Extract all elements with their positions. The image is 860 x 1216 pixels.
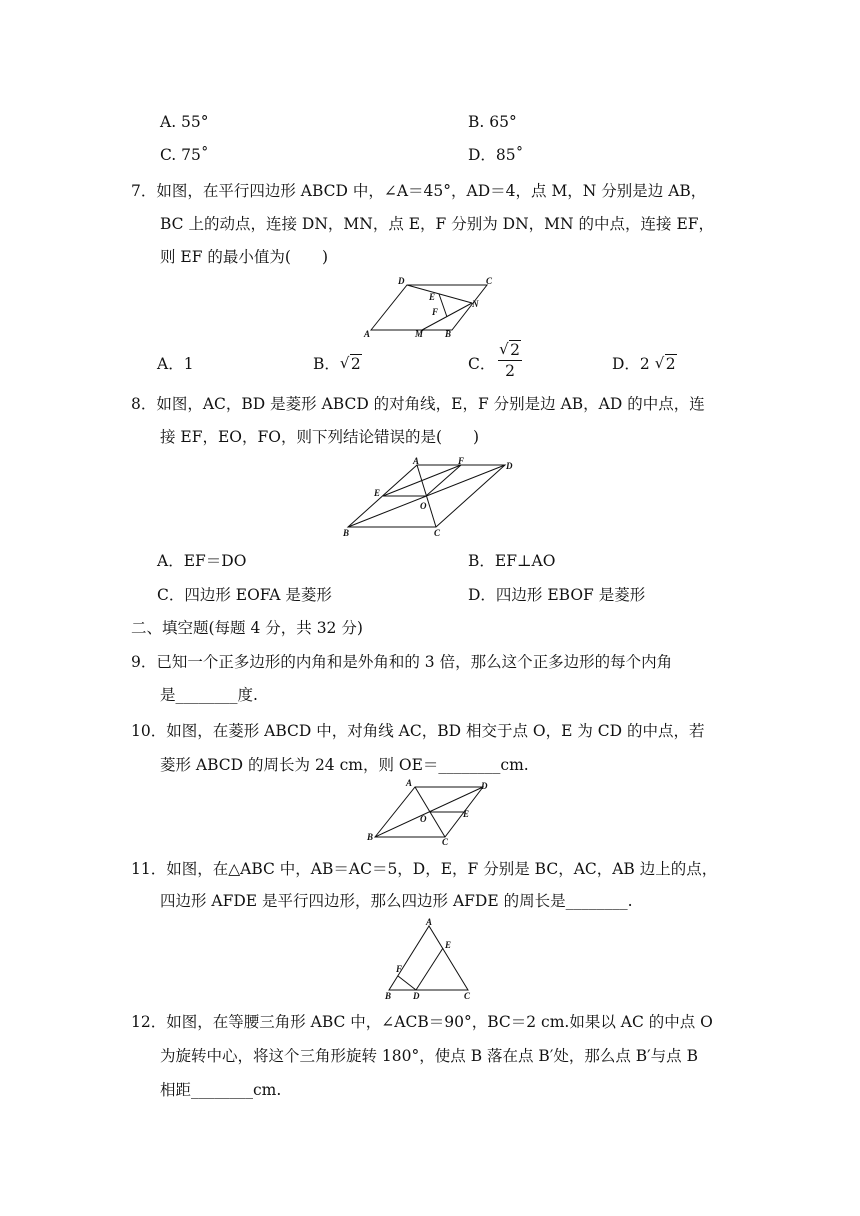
q10-label-e: E <box>463 809 470 819</box>
q11-label-b: B <box>385 991 392 1001</box>
q10-label-c: C <box>442 837 449 847</box>
q7-label-b: B <box>445 329 452 339</box>
q8-option-a: A．EF＝DO <box>157 552 247 570</box>
q8-label-d: D <box>506 461 513 471</box>
q7-option-b: B． √ 2 <box>313 354 361 373</box>
q7-label-a: A <box>364 329 371 339</box>
q9-line-2: 是________度. <box>160 686 258 704</box>
q10-label-o: O <box>420 814 427 824</box>
q7-label-e: E <box>429 292 436 302</box>
q10-label-d: D <box>481 781 488 791</box>
q8-label-a: A <box>413 456 420 466</box>
q7-label-f: F <box>432 307 439 317</box>
q12-line-3: 相距________cm. <box>160 1081 282 1099</box>
q11-label-e: E <box>445 940 452 950</box>
q10-label-b: B <box>367 832 374 842</box>
q8-option-b: B．EF⊥AO <box>468 552 556 570</box>
q11-label-a: A <box>426 917 433 927</box>
q7-option-d: D．2 √ 2 <box>612 354 676 373</box>
q6-option-c: C. 75˚ <box>160 146 209 164</box>
q8-label-f: F <box>458 456 465 466</box>
q7-line-3: 则 EF 的最小值为( ) <box>160 248 329 266</box>
q6-option-d: D．85˚ <box>468 146 524 164</box>
q8-figure <box>340 455 520 540</box>
q8-label-e: E <box>374 488 381 498</box>
q11-line-1: 11．如图，在△ABC 中，AB＝AC＝5，D，E，F 分别是 BC，AC，AB 边上的点， <box>131 860 718 878</box>
q7-label-c: C <box>486 276 493 286</box>
q10-figure <box>365 778 495 848</box>
q8-line-1: 8．如图，AC，BD 是菱形 ABCD 的对角线，E，F 分别是边 AB，AD 的中点，连 <box>131 395 705 413</box>
q8-label-o: O <box>420 501 427 511</box>
q11-figure <box>380 917 480 1002</box>
q6-option-a: A. 55° <box>160 113 209 131</box>
q7-option-a: A．1 <box>157 355 194 373</box>
q8-line-2: 接 EF，EO，FO，则下列结论错误的是( ) <box>160 428 480 446</box>
q7-figure <box>360 275 500 340</box>
q9-line-1: 9．已知一个正多边形的内角和是外角和的 3 倍，那么这个正多边形的每个内角 <box>131 653 673 671</box>
q11-line-2: 四边形 AFDE 是平行四边形，那么四边形 AFDE 的周长是________. <box>160 892 633 910</box>
q7-option-c-fraction: √ 2 2 <box>498 340 522 381</box>
q11-label-c: C <box>464 991 471 1001</box>
q7-line-1: 7．如图，在平行四边形 ABCD 中，∠A＝45°，AD＝4，点 M，N 分别是边 AB， <box>131 182 707 200</box>
q10-line-1: 10．如图，在菱形 ABCD 中，对角线 AC，BD 相交于点 O，E 为 CD 的中点，若 <box>131 722 705 740</box>
q8-label-c: C <box>434 528 441 538</box>
q7-label-n: N <box>472 299 479 309</box>
q7-line-2: BC 上的动点，连接 DN，MN，点 E，F 分别为 DN，MN 的中点，连接 EF， <box>160 215 715 233</box>
q7-option-c: C． <box>468 355 496 373</box>
q11-label-f: F <box>396 964 403 974</box>
q11-label-d: D <box>413 991 420 1001</box>
q10-line-2: 菱形 ABCD 的周长为 24 cm，则 OE＝________cm. <box>160 756 529 774</box>
q8-option-c: C．四边形 EOFA 是菱形 <box>157 586 332 604</box>
q12-line-1: 12．如图，在等腰三角形 ABC 中，∠ACB＝90°，BC＝2 cm.如果以 AC 的中点 O <box>131 1013 713 1031</box>
q8-label-b: B <box>343 528 350 538</box>
q6-option-b: B. 65° <box>468 113 517 131</box>
q12-line-2: 为旋转中心，将这个三角形旋转 180°，使点 B 落在点 B′处，那么点 B′与点 B <box>160 1047 698 1065</box>
q7-label-d: D <box>398 276 405 286</box>
q7-label-m: M <box>415 329 424 339</box>
q10-label-a: A <box>406 778 413 788</box>
section-heading: 二、填空题(每题 4 分，共 32 分) <box>131 619 363 637</box>
q8-option-d: D．四边形 EBOF 是菱形 <box>468 586 646 604</box>
